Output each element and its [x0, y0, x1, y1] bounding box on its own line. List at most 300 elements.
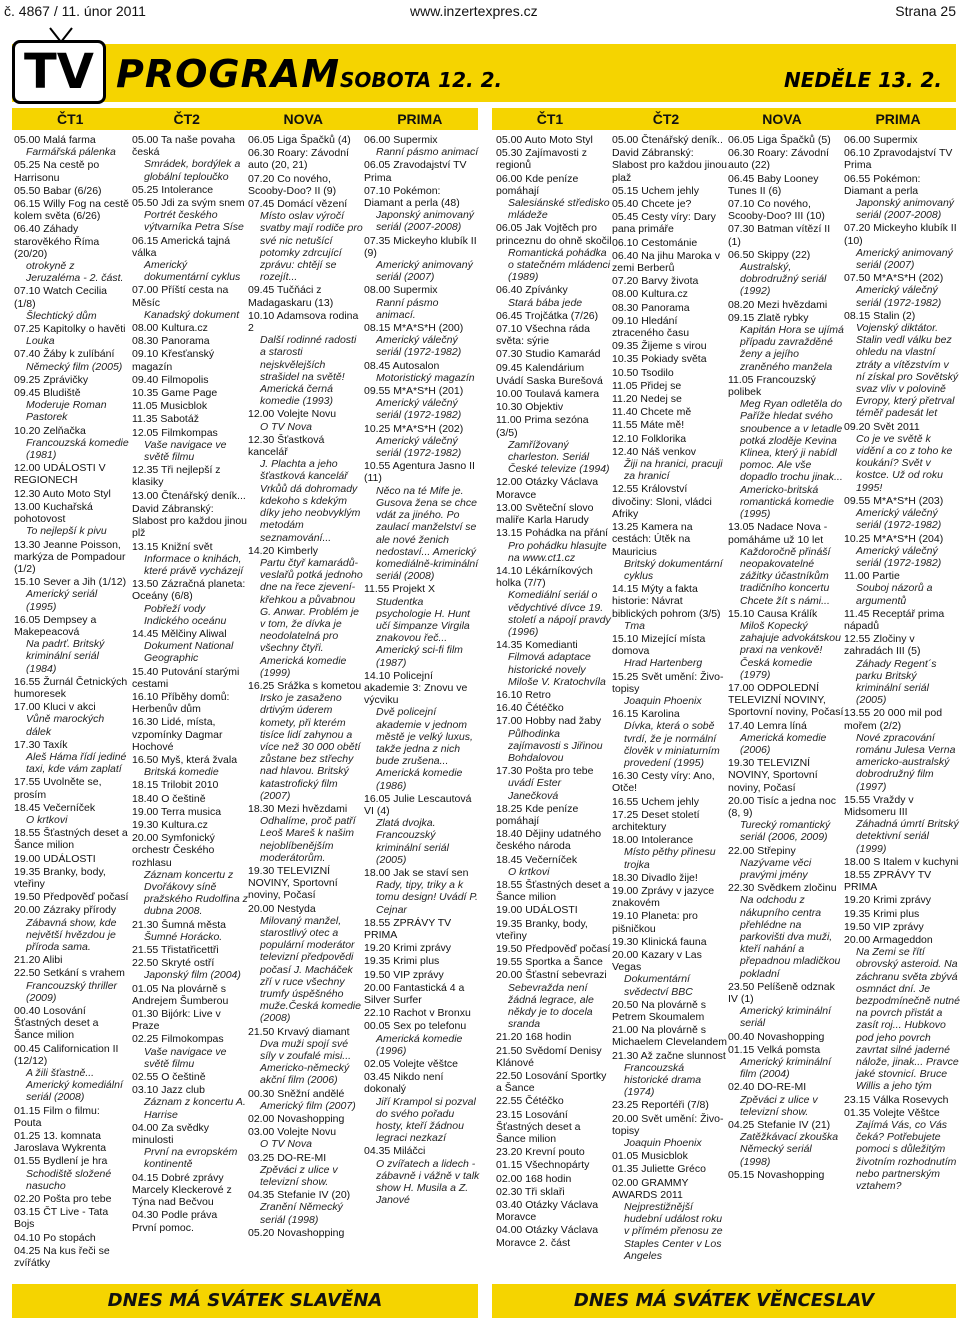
program-description: Místo oslav výročí svatby mají rodiče pro své nic netušící potomky zdrcující zprávu: chtějí se rozejít... — [260, 210, 363, 284]
program-entry — [728, 134, 844, 146]
program-entry — [14, 1245, 130, 1269]
program-entry — [132, 1084, 248, 1121]
program-entry — [496, 401, 612, 413]
program-description: Kanadský dokument — [144, 308, 240, 321]
program-description: Záznam koncertu z Dvořákovy síně pražského Rudolfina z dubna 2008. — [144, 868, 248, 918]
program-entry — [132, 503, 248, 540]
program-entry — [728, 1044, 844, 1081]
program-title: 12.00 UDÁLOSTI V REGIONECH — [14, 462, 106, 487]
program-description: Meg Ryan odletěla do Paříže hledat svého snoubence a v letadle potká zloděje Kevina Klinea, který ji nabídl pomoc. Ale vše dopadlo trochu jinak... Americko-britská romantická komedie (1995) — [740, 398, 843, 521]
program-entry — [14, 967, 130, 1004]
program-title: 06.10 Zpravodajství TV Prima — [844, 147, 953, 172]
program-title: 12.35 Tři nejlepší z klasiky — [132, 464, 221, 489]
program-entry — [14, 739, 130, 776]
program-title: 08.15 Stalin (2) — [844, 309, 916, 322]
channel-ct1: ČT1 — [57, 111, 84, 127]
program-title: 04.30 Podle práva — [132, 1209, 218, 1222]
program-entry — [14, 488, 130, 500]
program-description: Vojenský diktátor. Stalin vedl válku bez ohledu na vlastní ztráty a vítězstvím v ní získal pro Sovětský svaz vliv v polovině Evropy, který přetrval téměř padesát let — [856, 322, 959, 420]
program-entry — [132, 541, 248, 578]
channel-prima: PRIMA — [397, 111, 443, 127]
program-entry — [14, 223, 130, 284]
program-title: 01.15 Velká pomsta — [728, 1043, 821, 1056]
program-description: O krtkovi — [508, 865, 550, 878]
program-title: 06.05 Zravodajství TV Prima — [364, 159, 467, 184]
program-description: Kapitán Hora se ujímá případu zavražděné ženy a jejího zraněného manžela — [740, 324, 844, 373]
program-title: 06.30 Roary: Závodní auto (22) — [728, 147, 829, 172]
program-description: Schodiště složené nasucho — [26, 1167, 112, 1192]
program-title: 05.00 Malá farma — [14, 134, 96, 146]
program-title: 13.50 Zázračná planeta: Oceány (6/8) — [132, 578, 246, 603]
program-title: 02.20 Pošta pro tebe — [14, 1193, 112, 1206]
program-title: 20.00 Symfonický orchestr Českého rozhlasu — [132, 832, 215, 869]
program-title: 02.05 Volejte věštce — [364, 1058, 458, 1071]
program-title: 15.10 Sever a Jih (1/12) — [14, 576, 127, 589]
program-entry — [248, 434, 364, 544]
program-description: Informace o knihách, které právě vycházejí — [144, 552, 244, 577]
program-title: 08.30 Panorama — [132, 335, 210, 348]
program-title: 17.30 Pošta pro tebe — [496, 765, 594, 778]
program-title: 16.15 Karolina — [612, 708, 680, 721]
program-description: Miloš Kopecký zahajuje advokátskou praxi na venkově! Česká komedie (1979) — [740, 619, 841, 681]
program-title: 06.40 Záhady starověkého Říma (20/20) — [14, 223, 100, 260]
program-entry — [496, 1109, 612, 1146]
program-entry — [132, 197, 248, 234]
program-description: Filmová adaptace historické novely Miloše V. Kratochvíla — [508, 651, 606, 688]
channel-header-saturday — [12, 108, 478, 130]
program-entry — [612, 250, 728, 274]
program-description: Americká komedie (1996) — [376, 1032, 463, 1057]
program-entry — [728, 198, 844, 222]
program-title: 02.00 GRAMMY AWARDS 2011 — [612, 1176, 689, 1201]
program-entry — [132, 335, 248, 347]
program-title: 05.15 Novashopping — [728, 1168, 825, 1181]
program-entry — [612, 406, 728, 418]
program-title: 12.05 Filmkompas — [132, 426, 218, 439]
program-entry — [612, 483, 728, 520]
program-entry — [364, 185, 480, 234]
program-entry — [14, 1232, 130, 1244]
program-title: 00.40 Novashopping — [728, 1030, 825, 1043]
program-entry — [496, 527, 612, 564]
program-entry — [844, 222, 960, 271]
program-title: 07.10 Pokémon: Diamant a perla (48) — [364, 184, 460, 210]
program-title: 20.00 Svět umění: Životopisy — [612, 1112, 724, 1137]
program-entry — [496, 362, 612, 374]
program-description: Zajímá Vás, co Vás čeká? Potřebujete pomoci s důležitým životním rozhodnutím nebo partnerským vztahem? — [856, 1119, 957, 1193]
program-title: 15.40 Putování starými cestami — [132, 665, 240, 690]
program-title: 05.00 Auto Moto Styl — [496, 134, 593, 146]
program-title: 03.40 Otázky Václava Moravce — [496, 1199, 599, 1224]
program-entry — [844, 908, 960, 920]
program-entry — [612, 367, 728, 379]
program-title: 19.50 VIP zprávy — [364, 968, 444, 981]
program-title: 08.30 Panorama — [612, 301, 690, 314]
program-entry — [132, 628, 248, 665]
channel-prima: PRIMA — [875, 111, 921, 127]
program-entry — [496, 173, 612, 222]
program-title: 09.45 Tučňáci z Madagaskaru (13) — [248, 284, 334, 309]
program-entry — [844, 794, 960, 855]
program-title: 01.35 Volejte Věštce — [844, 1106, 940, 1119]
program-description: Louka — [26, 335, 55, 348]
program-title: 23.20 Krevní pouto — [496, 1146, 585, 1159]
program-description: Rady, tipy, triky a k tomu design! Uvádí P. Cejnar — [376, 879, 478, 916]
program-entry — [14, 134, 130, 158]
website-link[interactable]: www.inzertexpres.cz — [410, 3, 538, 19]
program-description: O TV Nova — [260, 420, 312, 433]
program-entry — [612, 999, 728, 1023]
program-entry — [364, 360, 480, 384]
program-description: Zranění Německý seriál (1998) — [260, 1201, 343, 1226]
schedule-column-sat-ct1 — [14, 134, 130, 1282]
program-title: 21.30 Až začne slunnost — [612, 1049, 726, 1062]
program-title: 06.40 Zpívánky — [496, 284, 568, 297]
program-entry — [612, 315, 728, 339]
program-title: 07.50 M*A*S*H (202) — [844, 272, 944, 285]
program-description: Dokumentární svědectví BBC — [624, 973, 693, 998]
program-entry — [14, 501, 130, 538]
program-title: 05.20 Novashopping — [248, 1226, 345, 1239]
program-title: 01.35 Juliette Gréco — [612, 1163, 706, 1176]
program-title: 07.35 Mickeyho klubík II (9) — [364, 234, 477, 259]
program-description: Japonský animovaný seriál (2007-2008) — [856, 197, 955, 222]
program-title: 00.05 Sex po telefonu — [364, 1020, 467, 1033]
program-title: 07.25 Kapitolky o havěti — [14, 323, 126, 336]
program-description: Salesiánské středisko mládeže — [508, 197, 610, 222]
program-entry — [844, 495, 960, 532]
program-title: 13.30 Jeanne Poisson, markýza de Pompadour (1/2) — [14, 538, 126, 575]
program-entry — [728, 845, 844, 882]
program-entry — [844, 533, 960, 570]
program-title: 05.25 Na cestě po Harrisonu — [14, 159, 100, 184]
program-entry — [612, 834, 728, 871]
program-description: Pro pohádku hlasujte na www.ct1.cz — [508, 539, 607, 564]
program-description: Americký válečný seriál (1972-1982) — [856, 544, 942, 569]
program-title: 15.10 Mizející místa domova — [612, 632, 706, 658]
program-description: Tma — [624, 619, 645, 632]
program-entry — [728, 1081, 844, 1118]
program-title: 07.45 Domácí vězení — [248, 198, 348, 211]
program-title: 19.00 UDÁLOSTI — [496, 904, 578, 917]
program-entry — [612, 885, 728, 909]
program-title: 20.00 Tisíc a jedna noc (8, 9) — [728, 794, 836, 819]
program-title: Uvádí Saska Burešová — [496, 374, 603, 387]
program-title: 11.05 Přidej se — [612, 379, 682, 392]
program-entry — [496, 1095, 612, 1107]
program-entry — [14, 676, 130, 700]
program-description: Vaše navigace ve světě filmu — [144, 438, 227, 464]
program-title: 03.10 Jazz club — [132, 1084, 205, 1097]
program-description: Americký válečný seriál (1972-1982) — [856, 284, 942, 309]
program-entry — [248, 903, 364, 1025]
program-title: 04.35 Miláčci — [364, 1145, 426, 1158]
program-title: 08.15 M*A*S*H (200) — [364, 322, 464, 335]
program-title: 12.00 Volejte Novu — [248, 408, 337, 421]
program-title: 19.00 Terra musica — [132, 805, 222, 818]
program-title: 13.05 Nadace Nova - pomáháme už 10 let — [728, 521, 828, 546]
program-entry — [248, 803, 364, 864]
program-entry — [132, 490, 248, 502]
program-title: 13.15 Knižní svět — [132, 540, 213, 553]
program-description: Zábavná show, kde největší hvězdou je příroda sama. — [26, 916, 117, 953]
program-entry — [496, 879, 612, 903]
program-title: 18.45 Večerníček — [14, 801, 96, 814]
program-entry — [844, 869, 960, 893]
program-title: 07.20 Co nového, Scooby-Doo? II (9) — [248, 172, 337, 197]
program-title: 04.00 Za svědky minulosti — [132, 1121, 210, 1147]
program-description: Turecký romantický seriál (2006, 2009) — [740, 819, 831, 844]
program-entry — [612, 633, 728, 670]
program-description: Šlechtický dům — [26, 309, 97, 322]
program-entry — [132, 944, 248, 956]
issue-number: č. 4867 / 11. únor 2011 — [4, 3, 146, 19]
program-description: Německý film (2005) — [26, 360, 123, 373]
program-title: 11.35 Sabotáž — [132, 413, 199, 426]
program-description: Francouzská komedie (1981) — [26, 436, 129, 462]
program-entry — [14, 701, 130, 738]
program-description: Místo pěthy přinesu trojka — [624, 846, 716, 871]
program-title: 08.00 Supermix — [364, 284, 438, 297]
program-title: 04.15 Dobré zprávy Marcely Kleckerové z Týna nad Bečvou — [132, 1171, 232, 1209]
program-entry — [612, 185, 728, 197]
program-description: Americký kriminální seriál — [740, 1005, 832, 1030]
program-description: Australský, dobrodružný seriál (1992) — [740, 261, 827, 298]
program-entry — [132, 184, 248, 196]
program-title: 18.55 ZPRÁVY TV PRIMA — [364, 916, 452, 941]
program-title: 17.55 Uvolněte se, prosím — [14, 776, 102, 801]
program-entry — [728, 1031, 844, 1043]
program-title: 03.00 Volejte Novu — [248, 1126, 337, 1139]
program-title: 23.15 Losování Šťastných deset a Šance milion — [496, 1108, 581, 1146]
program-entry — [612, 809, 728, 833]
program-description: Komediální seriál o vědychtivé dívce 19. století a nápojí pravdy (1996) — [508, 589, 611, 638]
program-entry — [496, 502, 612, 526]
program-entry — [496, 1173, 612, 1185]
program-entry — [612, 770, 728, 794]
program-title: 05.00 Čtenářský deník.. — [612, 134, 723, 146]
program-description: Dívka, která o sobě tvrdí, že je normální člověk v miniaturním provedení (1995) — [624, 720, 720, 769]
program-title: 19.35 Krimi plus — [844, 907, 920, 920]
program-entry — [612, 1150, 728, 1162]
program-title: 02.40 DO-RE-MI — [728, 1081, 807, 1094]
program-title: 19.00 Zprávy v jazyce znakovém — [612, 884, 715, 910]
program-title: 06.30 Roary: Závodní auto (20, 21) — [248, 147, 349, 172]
program-title: 02.30 Tři sklaři — [496, 1185, 565, 1198]
program-entry — [844, 921, 960, 933]
program-title: 10.25 M*A*S*H (204) — [844, 532, 944, 545]
program-entry — [496, 1199, 612, 1223]
program-title: 07.40 Žáby k zulíbání — [14, 348, 115, 361]
program-entry — [14, 425, 130, 462]
program-entry — [496, 956, 612, 968]
program-entry — [728, 223, 844, 247]
program-entry — [14, 1105, 130, 1129]
program-title: 06.10 Cestománie — [612, 236, 698, 249]
program-entry — [728, 1119, 844, 1168]
program-entry — [496, 1186, 612, 1198]
program-entry — [14, 159, 130, 183]
program-entry — [612, 147, 728, 184]
program-title: 16.50 Myš, která žvala — [132, 753, 238, 766]
program-entry — [612, 949, 728, 998]
program-title: 19.10 Planeta: pro pišničkou — [612, 910, 698, 935]
schedule-column-sun-nova — [728, 134, 844, 1282]
program-title: 07.10 Watch Cecilia (1/8) — [14, 285, 107, 310]
program-title: David Zábranský: Slabost pro každou jinou plaž — [612, 147, 727, 184]
program-entry — [612, 433, 728, 445]
program-title: 16.05 Dempsey a Makepeacová — [14, 613, 97, 638]
program-title: První pomoc. — [132, 1222, 194, 1235]
program-description: Žiji na hranici, pracuji za hranicí — [624, 458, 723, 483]
program-entry — [132, 400, 248, 412]
program-entry — [14, 374, 130, 386]
program-title: 03.15 ČT Live - Tata Bojs — [14, 1206, 109, 1231]
program-entry — [612, 1163, 728, 1175]
program-description: O krtkovi — [26, 813, 68, 826]
program-title: 03.45 Nikdo není dokonalý — [364, 1071, 444, 1096]
program-title: 16.05 Julie Lescautová VI (4) — [364, 792, 472, 817]
program-entry — [728, 1169, 844, 1181]
schedule-column-sat-nova — [248, 134, 364, 1282]
program-entry — [728, 312, 844, 373]
program-description: Americký kriminální film (2004) — [740, 1056, 832, 1081]
program-title: 09.55 M*A*S*H (203) — [844, 494, 944, 507]
program-title: 16.55 Uchem jehly — [612, 795, 699, 808]
program-title: 08.00 Kultura.cz — [132, 322, 208, 335]
program-title: 03.25 DO-RE-MI — [248, 1151, 327, 1164]
program-title: 00.45 Californication II (12/12) — [14, 1042, 119, 1067]
program-title: 18.45 Večerníček — [496, 853, 578, 866]
program-title: 12.55 Království divočiny: Sloni, vládci Afriky — [612, 483, 712, 520]
program-title: 06.55 Pokémon: Diamant a perla — [844, 172, 921, 197]
program-entry — [844, 570, 960, 607]
program-entry — [496, 476, 612, 500]
program-title: 11.55 Máte mě! — [612, 419, 685, 432]
program-entry — [496, 904, 612, 916]
program-entry — [132, 235, 248, 284]
program-title: 04.00 Otázky Václava Moravce 2. část — [496, 1224, 599, 1249]
schedule-column-sun-prima — [844, 134, 960, 1282]
program-title: 19.35 Branky, body, vteřiny — [14, 865, 106, 890]
channel-ct2: ČT2 — [652, 111, 680, 127]
program-entry — [844, 147, 960, 171]
program-title: 12.00 Otázky Václava Moravce — [496, 476, 599, 501]
program-description: Nové zpracování románu Julesa Verna americko-australský dobrodružný film (1997) — [856, 731, 956, 793]
program-entry — [364, 322, 480, 359]
program-entry — [496, 222, 612, 283]
schedule-column-sun-ct2 — [612, 134, 728, 1282]
program-entry — [248, 284, 364, 308]
program-entry — [248, 134, 364, 146]
program-description: Odhalíme, proč patří Leoš Mareš k našim nejoblíbenějším moderátorům. — [260, 815, 356, 864]
program-entry — [248, 1126, 364, 1150]
program-entry — [364, 867, 480, 916]
program-title: 10.35 Game Page — [132, 387, 218, 400]
program-title: 05.00 Ta naše povaha česká — [132, 134, 236, 159]
program-title: 13.55 20 000 mil pod mořem (2/2) — [844, 707, 943, 732]
program-entry — [612, 302, 728, 314]
program-description: Ranní pásmo animací. — [376, 296, 439, 321]
program-description: Zamřížovaný charleston. Seriál České televize (1994) — [508, 438, 610, 476]
program-entry — [132, 832, 248, 917]
program-entry — [364, 1020, 480, 1057]
program-entry — [14, 891, 130, 903]
program-entry — [612, 936, 728, 948]
program-entry — [612, 1099, 728, 1111]
program-entry — [364, 942, 480, 954]
program-title: 08.00 Kultura.cz — [612, 288, 688, 301]
program-title: 09.25 Zprávičky — [14, 373, 89, 386]
program-entry — [364, 982, 480, 1006]
program-description: Zatěžkávací zkouška Německý seriál (1998) — [740, 1131, 839, 1168]
program-description: Souboj názorů a argumentů — [856, 582, 933, 607]
program-entry — [612, 1050, 728, 1099]
program-entry — [496, 388, 612, 400]
program-description: Co je ve světě k vidění a co z toho ke koukání? Svět v kostce. Už od roku 1995! — [856, 432, 953, 494]
program-description: Americký dokumentární cyklus — [144, 259, 241, 284]
program-entry — [14, 1130, 130, 1154]
program-description: Britská komedie — [144, 766, 219, 779]
program-title: 22.50 Skryté ostří — [132, 957, 215, 970]
program-description: Záhady Regent´s parku Britský kriminální seriál (2005) — [856, 657, 937, 707]
program-entry — [132, 1033, 248, 1070]
program-title: 01.55 Bydlení je hra — [14, 1155, 108, 1168]
program-title: 09.40 Filmopolis — [132, 373, 209, 386]
program-title: 19.00 UDÁLOSTI — [14, 852, 96, 865]
schedule-column-sun-ct1 — [496, 134, 612, 1282]
program-entry — [612, 419, 728, 431]
program-entry — [612, 380, 728, 392]
program-description: Na odchodu z nákupního centra přehlédne na parkovišti dva muži, kteří nahání a přepadnou mladičkou pokladní — [740, 894, 841, 980]
program-title: 22.55 Čétéčko — [496, 1095, 564, 1108]
program-entry — [728, 299, 844, 311]
program-title: 08.20 Mezi hvězdami — [728, 298, 828, 311]
program-entry — [728, 981, 844, 1030]
program-title: 20.50 Na plovárně s Petrem Skoumalem — [612, 998, 706, 1024]
program-title: 18.40 Dějiny udatného českého národa — [496, 828, 602, 853]
program-description: otrokyně z Jeruzaléma - 2. část. — [26, 260, 124, 285]
program-title: 18.40 O češtině — [132, 792, 206, 805]
program-title: 19.50 VIP zprávy — [844, 920, 924, 933]
program-entry — [14, 285, 130, 322]
program-entry — [248, 173, 364, 197]
program-entry — [612, 198, 728, 210]
program-entry — [844, 1107, 960, 1192]
program-entry — [132, 387, 248, 399]
program-entry — [364, 793, 480, 866]
program-entry — [132, 578, 248, 627]
program-title: 19.30 TELEVIZNÍ NOVINY, Sportovní noviny, Počasí — [248, 864, 338, 902]
program-title: 05.25 Intolerance — [132, 183, 214, 196]
program-description: Americký seriál (1995) — [26, 588, 98, 613]
program-description: Něco na té Mife je. Gusova žena se chce vdát za jiného. Po zaulací manželství se ale nové ženich nedostaví... Americký komediálně-kriminální seriál (2008) — [376, 484, 479, 583]
program-title: 20.00 Fantastická 4 a Silver Surfer — [364, 981, 465, 1007]
program-title: 02.55 O češtině — [132, 1071, 206, 1084]
program-description: Moderuje Roman Pastorek — [26, 399, 107, 424]
program-entry — [14, 576, 130, 613]
program-entry — [844, 1094, 960, 1106]
program-description: Pobřeží vody Indického oceánu — [144, 602, 227, 627]
program-title: 11.45 Receptář prima nápadů — [844, 607, 945, 632]
program-description: Zlatá dvojka. Francouzský kriminální seriál (2005) — [376, 817, 449, 866]
program-title: 14.10 Lékárníkových holka (7/7) — [496, 564, 593, 590]
program-entry — [612, 211, 728, 235]
program-entry — [14, 1193, 130, 1205]
program-entry — [248, 1026, 364, 1087]
program-description: Americký animovaný seriál (2007) — [856, 246, 953, 272]
program-entry — [248, 147, 364, 171]
